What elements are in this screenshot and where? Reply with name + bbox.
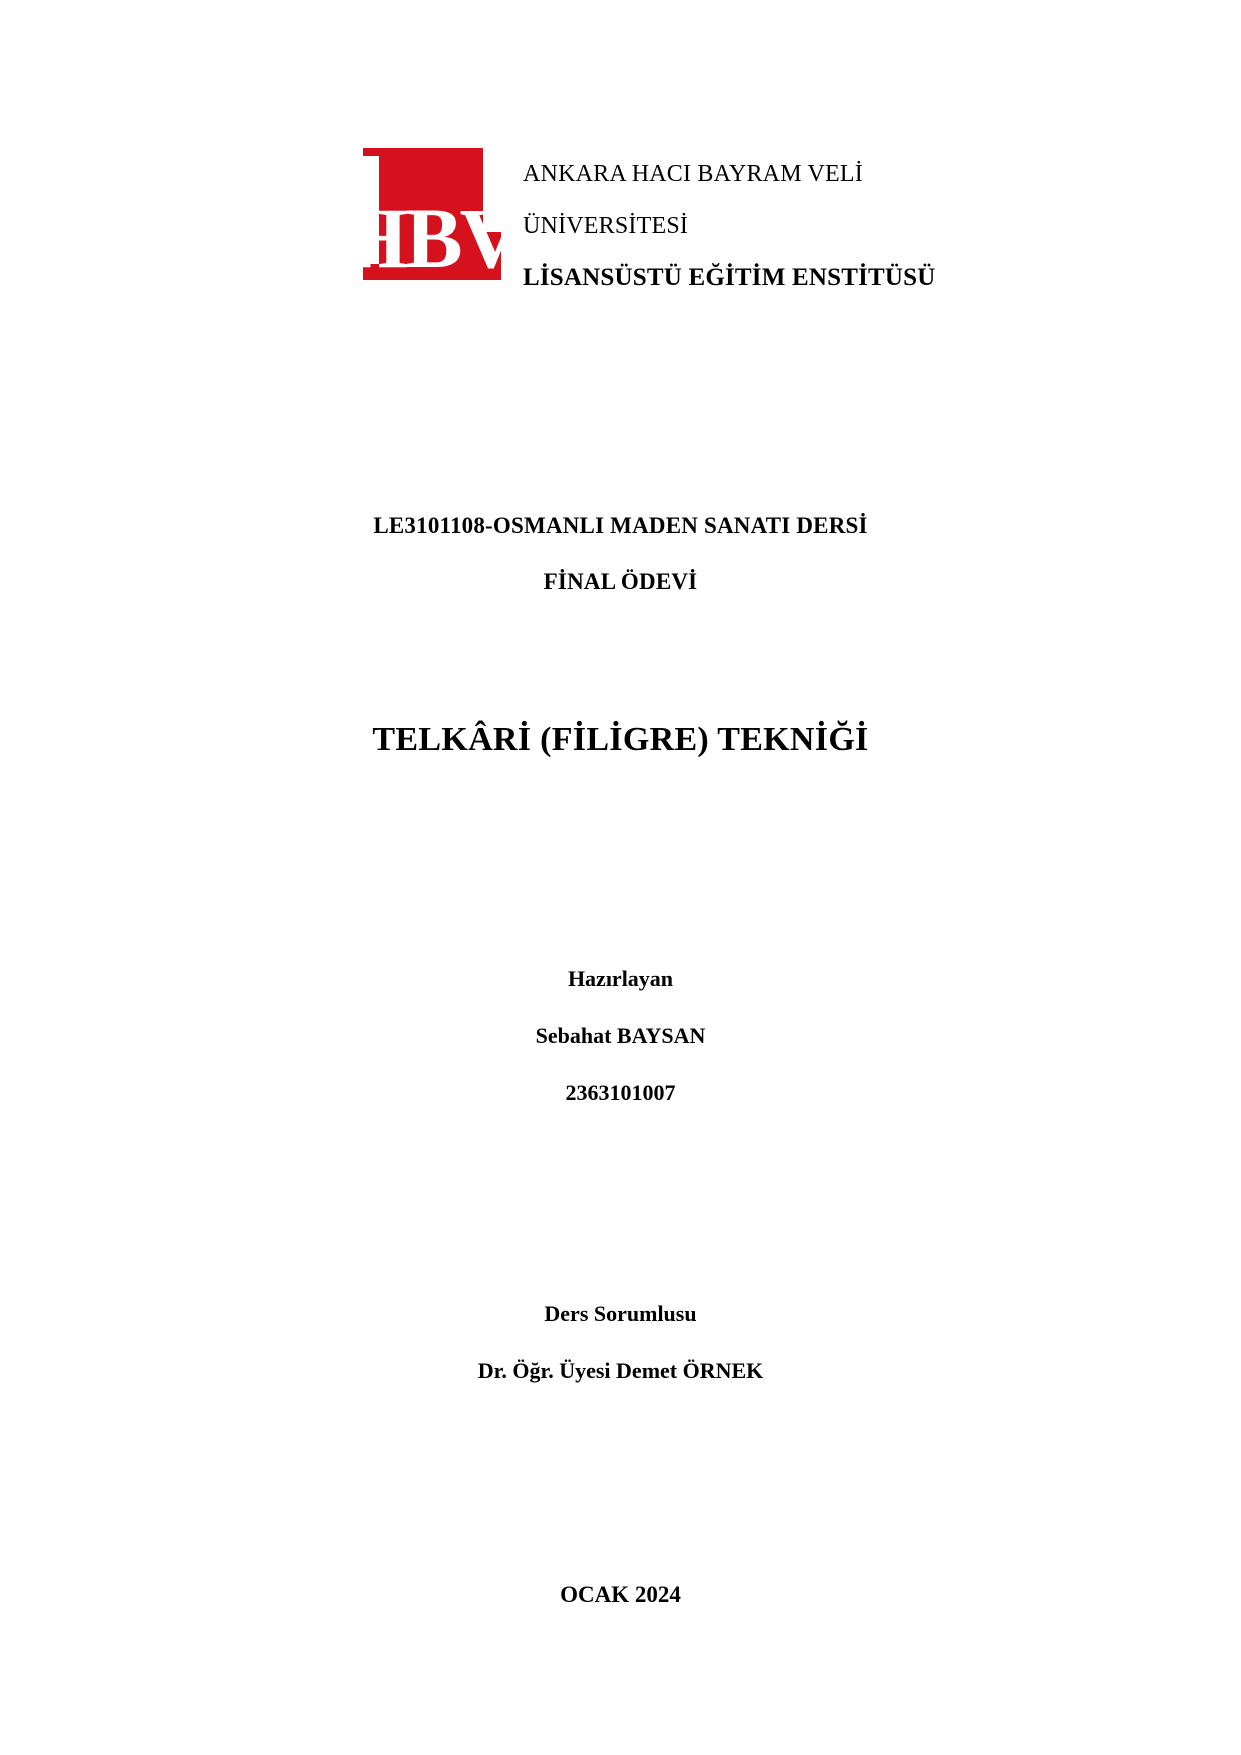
university-line-2: ÜNİVERSİTESİ xyxy=(523,213,689,239)
supervisor-label: Ders Sorumlusu xyxy=(544,1301,697,1326)
title-text: TELKÂRİ (FİLİGRE) TEKNİĞİ xyxy=(372,721,869,758)
assignment-type: FİNAL ÖDEVİ xyxy=(543,569,698,594)
university-line-3: LİSANSÜSTÜ EĞİTİM ENSTİTÜSÜ xyxy=(523,264,936,291)
supervisor-block xyxy=(0,1285,1241,1399)
logo-monogram: HBV xyxy=(341,190,519,286)
page-title xyxy=(0,718,1241,762)
university-logo-icon xyxy=(341,140,519,286)
author-student-number: 2363101007 xyxy=(565,1080,676,1105)
date-block xyxy=(0,1578,1241,1612)
author-block xyxy=(0,950,1241,1121)
author-label: Hazırlayan xyxy=(567,966,674,991)
course-code-name: LE3101108-OSMANLI MADEN SANATI DERSİ xyxy=(373,513,868,538)
author-name: Sebahat BAYSAN xyxy=(535,1023,706,1048)
university-name-block xyxy=(523,140,935,304)
institution-header xyxy=(341,140,936,304)
university-line-1: ANKARA HACI BAYRAM VELİ xyxy=(523,161,863,187)
date-text: OCAK 2024 xyxy=(560,1582,681,1607)
course-block xyxy=(0,498,1241,610)
supervisor-name: Dr. Öğr. Üyesi Demet ÖRNEK xyxy=(477,1358,764,1383)
